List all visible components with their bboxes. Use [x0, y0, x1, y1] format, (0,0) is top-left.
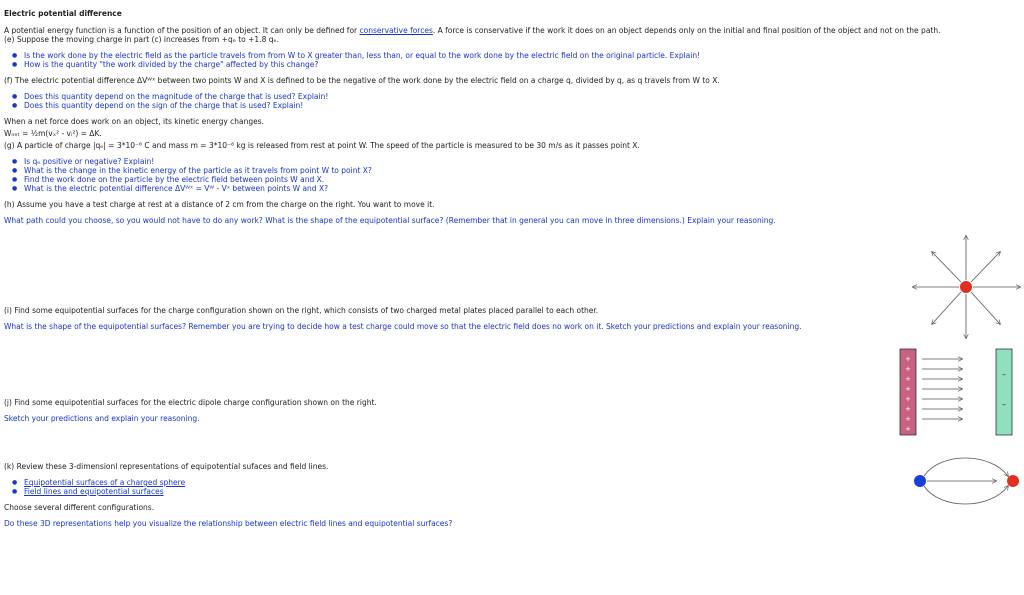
svg-text:+: +: [905, 375, 911, 383]
intro-text-b: . A force is conservative if the work it does on an object depends only on the initial and final position of the object and not on the path.: [432, 26, 941, 35]
list-item: ● What is the electric potential difference ΔVᵂˣ = Vᵂ - Vˣ between points W and X?: [24, 184, 994, 193]
svg-text:–: –: [1002, 370, 1006, 379]
field-lines-link[interactable]: Field lines and equipotential surfaces: [24, 487, 164, 496]
list-item: [24, 487, 994, 496]
part-j-text: (j) Find some equipotential surfaces for the electric dipole charge configuration shown on the right.: [4, 398, 377, 407]
list-item: [24, 478, 994, 487]
svg-text:+: +: [905, 415, 911, 423]
part-g-text: (g) A particle of charge |qₑ| = 3*10⁻⁶ C and mass m = 3*10⁻⁸ kg is released from rest at point W. The speed of the particle is measured to be 30 m/s as it passes point X.: [4, 141, 640, 150]
part-j-question: Sketch your predictions and explain your reasoning.: [4, 414, 200, 423]
list-item: ● How is the quantity "the work divided by the charge" affected by this change?: [24, 60, 994, 69]
part-k-links: [4, 478, 994, 496]
svg-text:+: +: [905, 405, 911, 413]
point-charge-diagram: [908, 230, 1024, 342]
svg-text:+: +: [905, 395, 911, 403]
page-title: Electric potential difference: [4, 9, 122, 18]
part-k-text: (k) Review these 3-dimensionl representations of equipotential sufaces and field lines.: [4, 462, 329, 471]
list-item: ● What is the change in the kinetic energy of the particle as it travels from point W to point X?: [24, 166, 994, 175]
negative-charge: [1007, 475, 1019, 487]
final-question: Do these 3D representations help you visualize the relationship between electric field lines and equipotential surfaces?: [4, 519, 453, 528]
negative-plate: [996, 349, 1012, 435]
list-item: ● Is the work done by the electric field as the particle travels from from W to X greater than, less than, or equal to the work done by the electric field on the original particle. Explain!: [24, 51, 994, 60]
part-e-text: (e) Suppose the moving charge in part (c) increases from +qₑ to +1.8 qₑ.: [4, 35, 279, 44]
part-e-questions: [4, 51, 994, 69]
list-item: ● Does this quantity depend on the sign of the charge that is used? Explain!: [24, 101, 994, 110]
list-item: ● Is qₑ positive or negative? Explain!: [24, 157, 994, 166]
dipole-diagram: [910, 450, 1024, 512]
intro-text-a: A potential energy function is a function of the position of an object. It can only be defined for: [4, 26, 360, 35]
svg-text:+: +: [905, 425, 911, 433]
svg-text:+: +: [905, 365, 911, 373]
part-g-questions: [4, 157, 994, 193]
svg-text:+: +: [905, 355, 911, 363]
document-body: [4, 9, 994, 528]
parallel-plates-diagram: [898, 347, 1018, 437]
net-force-text: When a net force does work on an object, its kinetic energy changes.: [4, 117, 265, 126]
choose-configurations-text: Choose several different configurations.: [4, 503, 155, 512]
svg-text:–: –: [1002, 400, 1006, 409]
part-h-text: (h) Assume you have a test charge at rest at a distance of 2 cm from the charge on the right. You want to move it.: [4, 200, 435, 209]
part-i-question: What is the shape of the equipotential surfaces? Remember you are trying to decide how a test charge could move so that the electric field does no work on it. Sketch your predictions and explain your reasoning.: [4, 322, 802, 331]
part-f-text: (f) The electric potential difference ΔVᵂˣ between two points W and X is defined to be the negative of the work done by the electric field on a charge q, divided by q, as q travels from W to X.: [4, 76, 720, 85]
work-energy-equation: Wₙₑₜ = ½m(vₓ² - vᵢ²) = ΔK.: [4, 129, 102, 138]
part-i-text: (i) Find some equipotential surfaces for the charge configuration shown on the right, which consists of two charged metal plates placed parallel to each other.: [4, 306, 599, 315]
svg-text:+: +: [905, 385, 911, 393]
intro-paragraph: [4, 26, 994, 35]
positive-charge: [960, 281, 972, 293]
equipotential-sphere-link[interactable]: Equipotential surfaces of a charged sphere: [24, 478, 186, 487]
part-f-questions: [4, 92, 994, 110]
list-item: ● Find the work done on the particle by the electric field between points W and X.: [24, 175, 994, 184]
part-h-question: What path could you choose, so you would not have to do any work? What is the shape of the equipotential surface? (Remember that in general you can move in three dimensions.) Explain your reasoning.: [4, 216, 776, 225]
positive-charge: [914, 475, 926, 487]
conservative-forces-link[interactable]: conservative forces: [359, 26, 433, 35]
list-item: ● Does this quantity depend on the magnitude of the charge that is used? Explain!: [24, 92, 994, 101]
